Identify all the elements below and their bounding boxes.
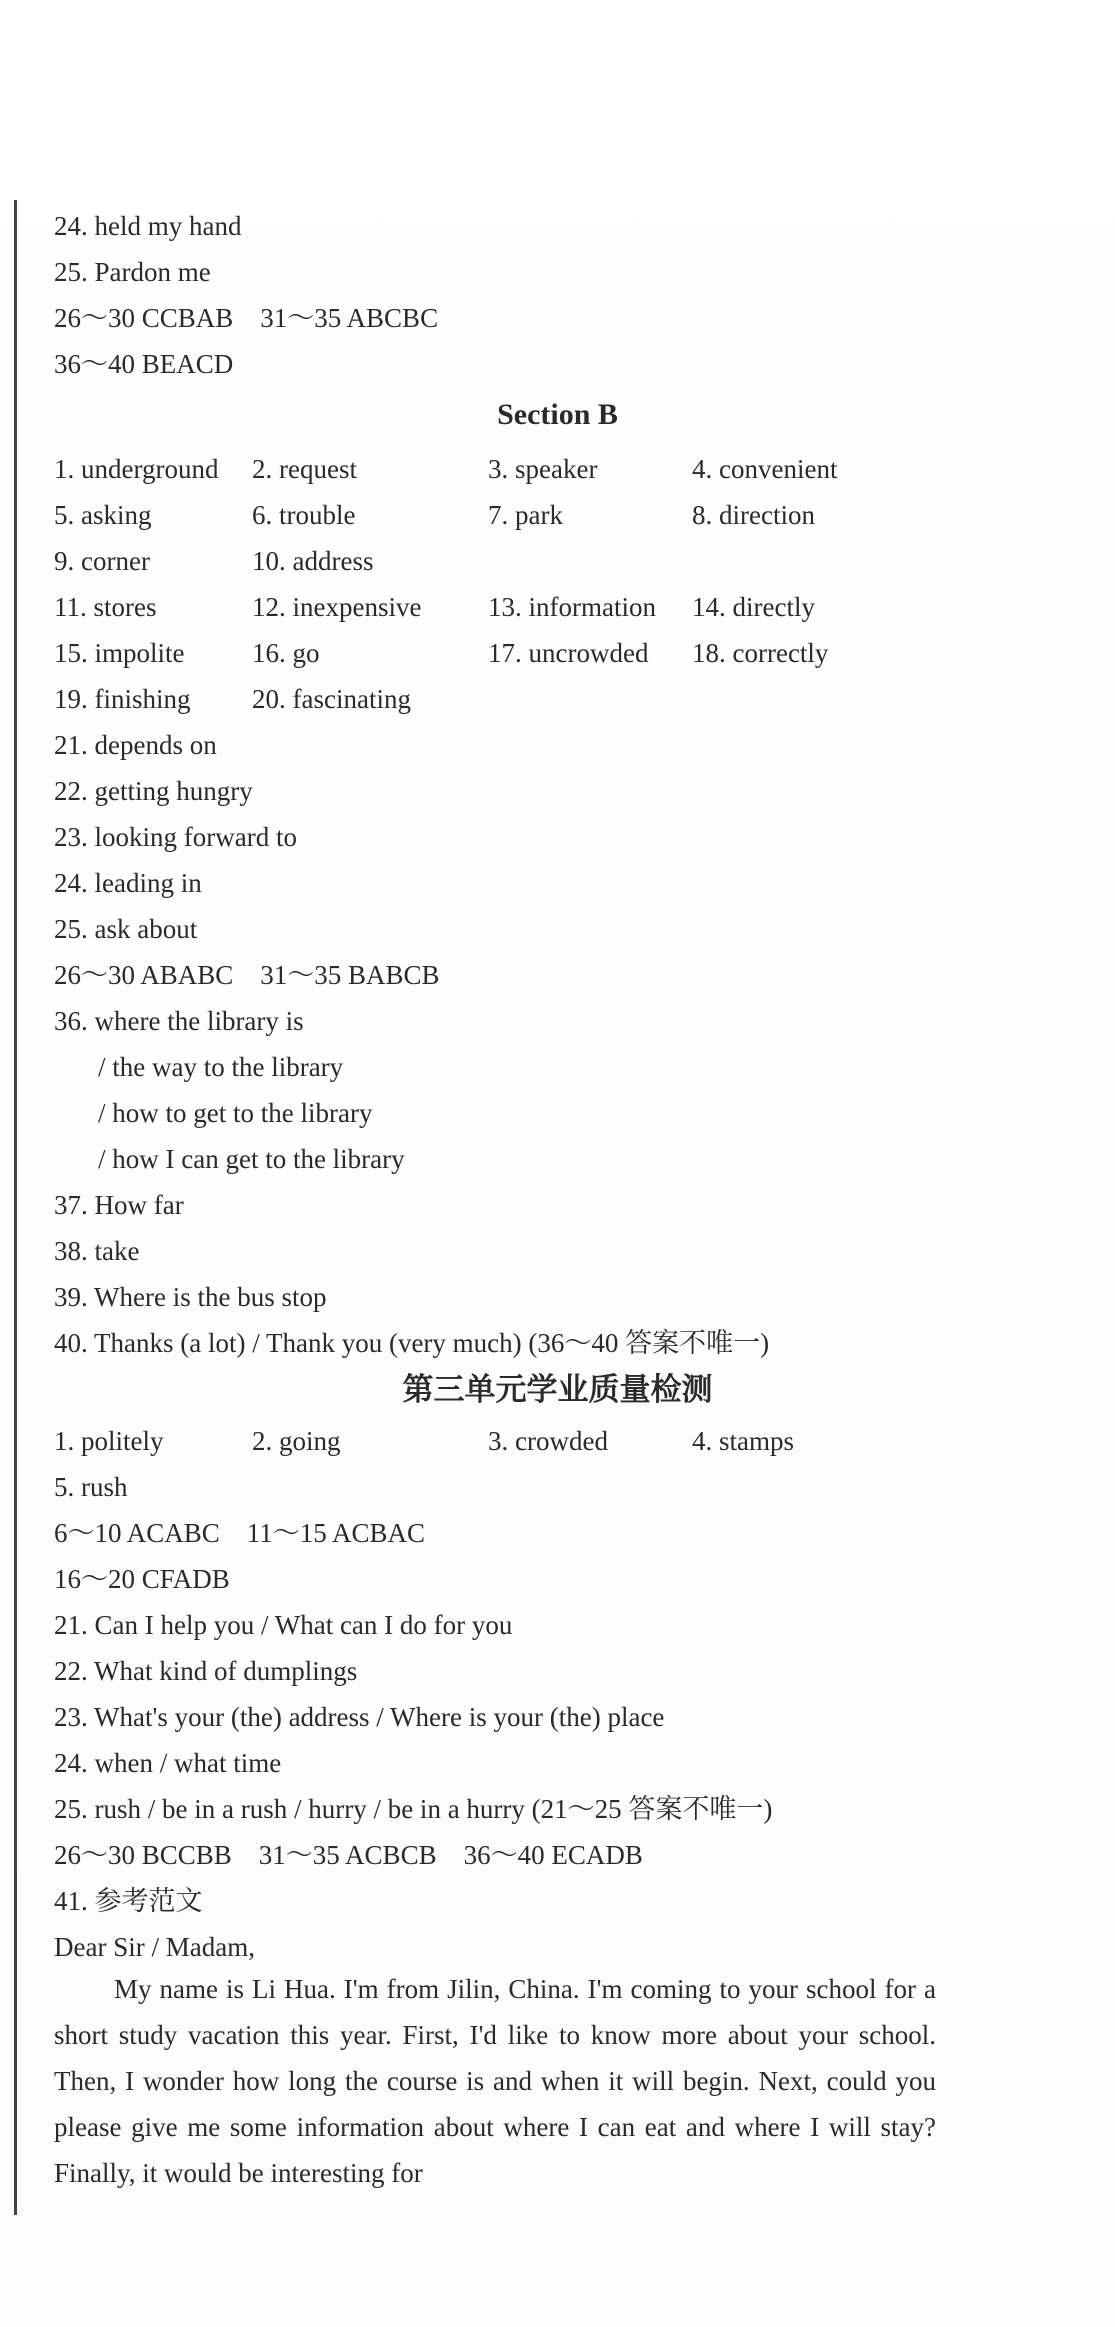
answer-line: 5. rush: [54, 1472, 128, 1502]
answer-line: 41. 参考范文: [54, 1886, 203, 1916]
answer-line: 16～20 CFADB: [54, 1564, 230, 1594]
answer-line: 22. What kind of dumplings: [54, 1656, 358, 1686]
answer-line: 36～40 BEACD: [54, 349, 234, 379]
grid-cell: 3. crowded: [488, 1426, 608, 1456]
grid-cell: 16. go: [252, 638, 320, 668]
grid-cell: 4. stamps: [692, 1426, 795, 1456]
answer-line: 40. Thanks (a lot) / Thank you (very much) (36～40 答案不唯一): [54, 1328, 770, 1358]
answer-line: 26～30 ABABC 31～35 BABCB: [54, 960, 440, 990]
grid-cell: 6. trouble: [252, 500, 356, 530]
answer-line: 25. rush / be in a rush / hurry / be in a hurry (21～25 答案不唯一): [54, 1794, 773, 1824]
answer-line: 22. getting hungry: [54, 776, 253, 806]
answer-line: / the way to the library: [98, 1052, 344, 1082]
answer-line: 21. depends on: [54, 730, 217, 760]
section-b-title: Section B: [497, 398, 618, 431]
grid-cell: 7. park: [488, 500, 563, 530]
grid-cell: 2. request: [252, 454, 357, 484]
answer-line: / how I can get to the library: [98, 1144, 405, 1174]
grid-cell: 15. impolite: [54, 638, 185, 668]
unit3-title: 第三单元学业质量检测: [402, 1372, 713, 1408]
answer-line: / how to get to the library: [98, 1098, 373, 1128]
answer-line: 26～30 BCCBB 31～35 ACBCB 36～40 ECADB: [54, 1840, 643, 1870]
answer-line: 24. held my hand: [54, 211, 242, 241]
grid-cell: 1. politely: [54, 1426, 164, 1456]
grid-cell: 18. correctly: [692, 638, 829, 668]
grid-cell: 19. finishing: [54, 684, 191, 714]
answer-line: 24. leading in: [54, 868, 202, 898]
answer-line: 25. ask about: [54, 914, 198, 944]
answer-line: 26～30 CCBAB 31～35 ABCBC: [54, 303, 439, 333]
grid-cell: 14. directly: [692, 592, 815, 622]
grid-cell: 2. going: [252, 1426, 341, 1456]
grid-cell: 17. uncrowded: [488, 638, 649, 668]
answer-line: 36. where the library is: [54, 1006, 304, 1036]
essay-text: My name is Li Hua. I'm from Jilin, China. I'm coming to your school for a short study vacation this year. First, I'd like to know more about your school. Then, I wonder how long the course is and when it will begin. Next, could you please give me some information about where I can eat and where I will stay? Finally, it would be interesting for: [54, 1974, 936, 2188]
grid-cell: 13. information: [488, 592, 656, 622]
grid-cell: 1. underground: [54, 454, 219, 484]
answer-line: 38. take: [54, 1236, 140, 1266]
salutation: Dear Sir / Madam,: [54, 1932, 255, 1962]
answer-line: 23. What's your (the) address / Where is your (the) place: [54, 1702, 665, 1732]
grid-cell: 11. stores: [54, 592, 157, 622]
grid-cell: 3. speaker: [488, 454, 598, 484]
answer-line: 23. looking forward to: [54, 822, 297, 852]
grid-cell: 12. inexpensive: [252, 592, 422, 622]
answer-line: 21. Can I help you / What can I do for you: [54, 1610, 513, 1640]
grid-cell: 20. fascinating: [252, 684, 411, 714]
grid-cell: 5. asking: [54, 500, 152, 530]
answer-line: 39. Where is the bus stop: [54, 1282, 327, 1312]
margin-rule: [14, 200, 17, 2215]
answer-line: 24. when / what time: [54, 1748, 282, 1778]
answer-line: 6～10 ACABC 11～15 ACBAC: [54, 1518, 426, 1548]
answer-line: 37. How far: [54, 1190, 184, 1220]
grid-cell: 4. convenient: [692, 454, 838, 484]
essay-paragraph: [54, 1966, 936, 2196]
answer-line: 25. Pardon me: [54, 257, 211, 287]
grid-cell: 10. address: [252, 546, 374, 576]
grid-cell: 9. corner: [54, 546, 150, 576]
grid-cell: 8. direction: [692, 500, 815, 530]
